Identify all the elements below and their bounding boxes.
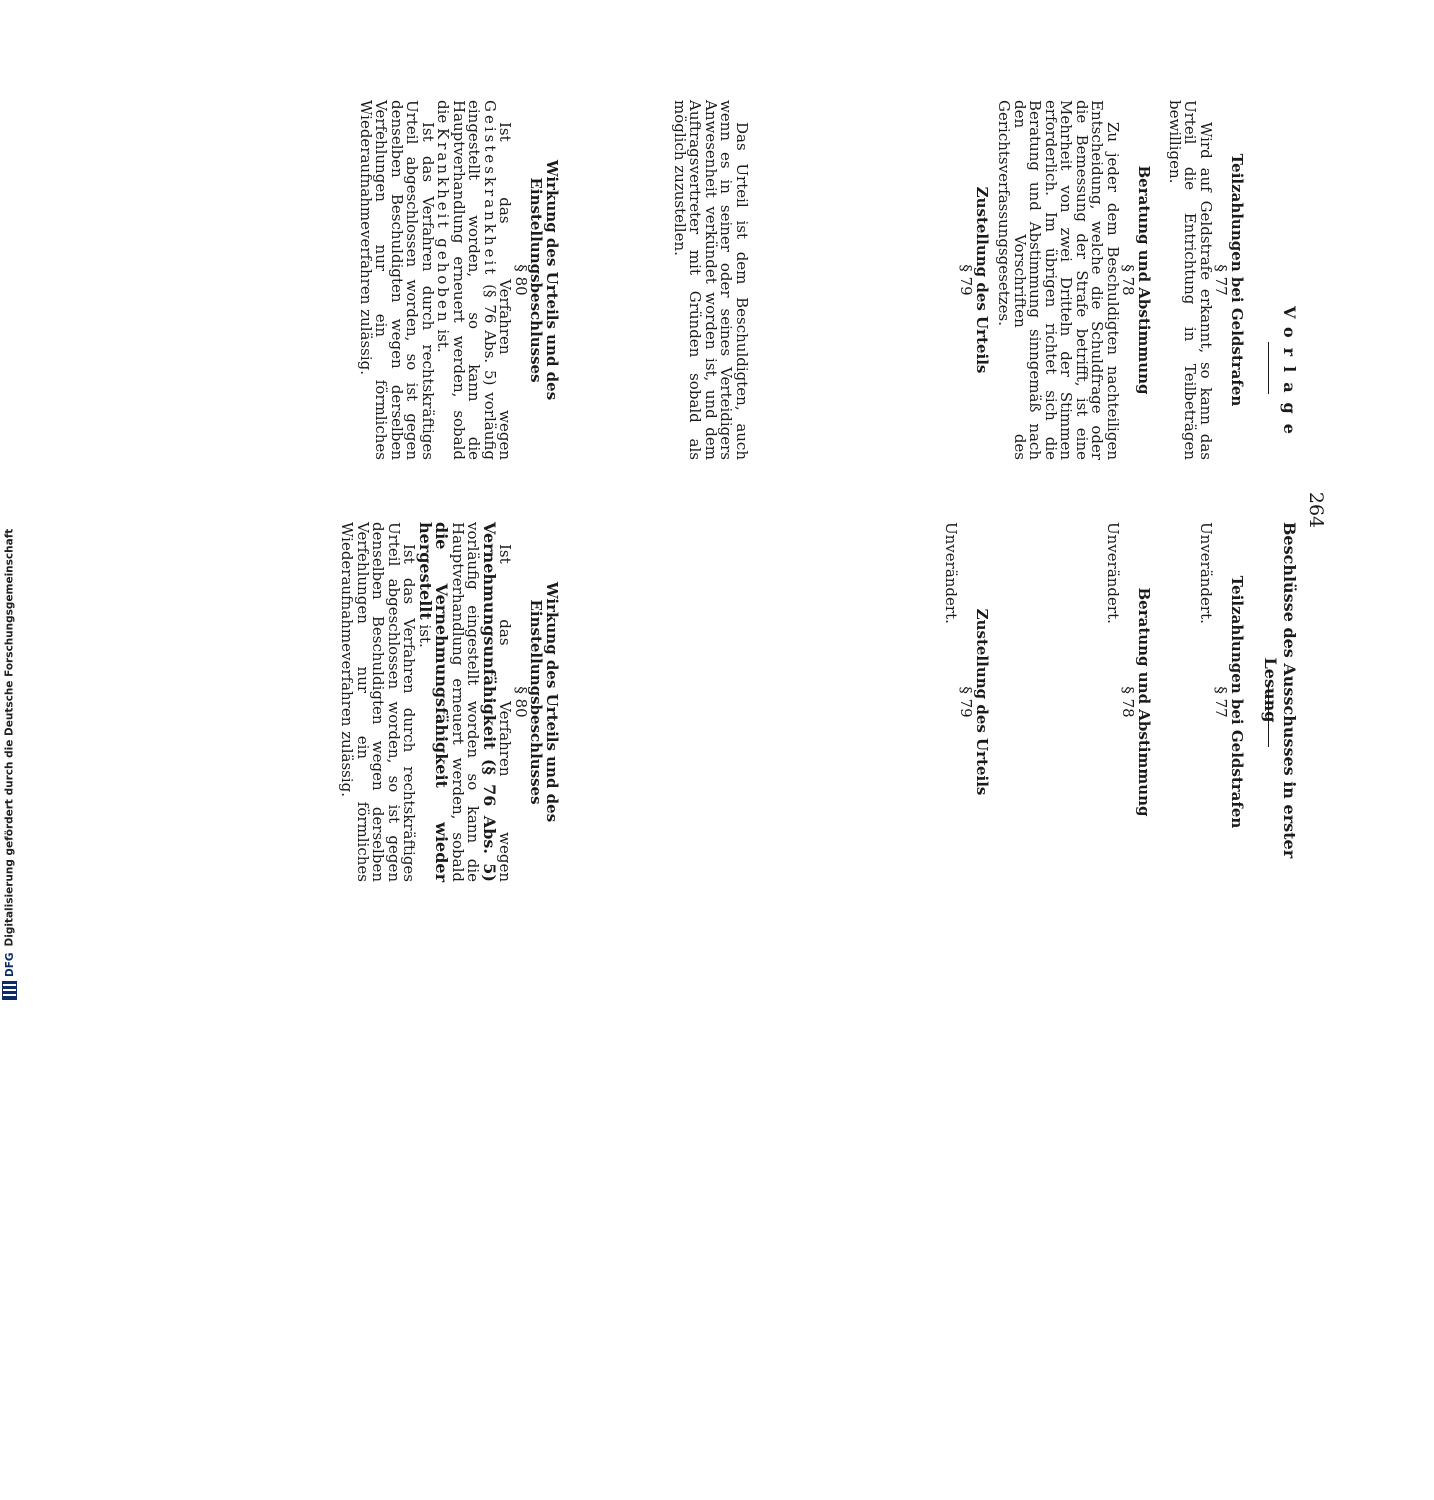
left-s80-p1-c: ist. (434, 324, 453, 353)
right-s77-text: Unverändert. (1197, 522, 1215, 624)
left-s80 (358, 100, 560, 460)
left-s77-text: Wird auf Geldstrafe erkannt, so kann das Urteil die Entrichtung in Teilbeträgen bewilligen. (1166, 100, 1215, 460)
right-s78-title: Beratung und Abstimmung (1135, 587, 1153, 817)
right-s79-text: Unverändert. (942, 522, 960, 624)
right-s77-title: Teilzahlungen bei Geldstrafen (1228, 575, 1246, 829)
dfg-logo-text: DFG (3, 952, 16, 977)
digitization-footer (2, 528, 16, 1500)
right-s80-p1-bold1: Vernehmungsunfähigkeit (§ 76 Abs. 5) (480, 522, 499, 882)
left-s80-p1-spaced2: Krankheit gehoben (434, 128, 453, 325)
left-s79 (958, 100, 989, 460)
footer-text-block (2, 100, 17, 1000)
left-s78 (996, 100, 1151, 460)
right-s77-num: § 77 (1212, 686, 1231, 718)
right-s78-text: Unverändert. (1104, 522, 1122, 624)
right-s80-num: § 80 (512, 686, 530, 718)
right-s78 (1105, 522, 1152, 882)
right-s79-num: § 79 (957, 686, 976, 718)
right-column-header: Beschlüsse des Ausschusses in erster Lesung (1261, 521, 1299, 859)
right-s80-p2: Ist das Verfahren durch rechtskräftiges Urteil abgeschlossen worden, so ist gegen denselben Beschuldigten wegen derselben Verfehlungen nur ein förmliches Wiederaufnahmeverfahren zulässig. (338, 522, 419, 882)
left-s77 (1167, 100, 1245, 460)
right-s79-title: Zustellung des Urteils (973, 608, 991, 796)
left-s77-title: Teilzahlungen bei Geldstrafen (1228, 153, 1246, 407)
left-s79-body (672, 100, 750, 460)
right-s80-p1-mid: vorläufig eingestellt worden (464, 522, 483, 758)
left-s80-p2: Ist das Verfahren durch rechtskräftiges Urteil abgeschlossen worden, so ist gegen denselben Beschuldigten wegen derselben Verfehlungen nur ein förmliches Wiederaufnahmeverfahren zulässig. (357, 100, 437, 460)
dfg-logo-icon (2, 981, 17, 1000)
left-s77-num: § 77 (1212, 264, 1231, 296)
left-s78-num: § 78 (1119, 264, 1138, 296)
left-s79-title: Zustellung des Urteils (973, 186, 991, 374)
right-s77 (1198, 522, 1245, 882)
digitization-note: Digitalisierung gefördert durch die Deutsche Forschungsgemeinschaft (3, 528, 16, 947)
left-s78-title: Beratung und Abstimmung (1135, 165, 1153, 395)
right-s80-title: Wirkung des Urteils und des Einstellungsbeschlusses (527, 581, 561, 823)
left-column-header: Vorlage (1280, 306, 1299, 444)
right-s80-p1-a: Ist das Verfahren wegen (496, 544, 515, 882)
right-header-rule (1268, 687, 1269, 747)
right-s80-p1 (417, 522, 513, 882)
page-number: 264 (1305, 491, 1327, 529)
right-s80 (339, 522, 559, 882)
right-s80-p1-b: so kann die Hauptverhandlung erneuert werden, sobald (449, 522, 483, 882)
left-s80-num: § 80 (512, 264, 530, 296)
left-s80-p1-b: (§ 76 Abs. 5) vorläufig eingestellt worden, so kann die Hauptverhandlung erneuert werden, sobald die (434, 100, 499, 460)
left-s79-text: Das Urteil ist dem Beschuldigten, auch wenn es in seiner oder seines Verteidigers Anwesenheit verkündet worden ist, und dem Auftragsvertreter mit Gründen sobald als möglich zuzustellen. (671, 100, 751, 460)
left-header-rule (1268, 342, 1269, 394)
right-s80-p1-c: ist. (416, 619, 434, 648)
left-s80-p1-spaced: Geisteskrankheit (481, 100, 499, 278)
left-s80-p1-a: Ist das Verfahren wegen (496, 122, 515, 460)
left-s78-text: Zu jeder dem Beschuldigten nachteiligen Entscheidung, welche die Schuldfrage oder die Bemessung der Strafe betrifft, ist eine Mehrheit von zwei Dritteln der Stimmen erforderlich. Im übrigen richtet sich die Beratung und Abstimmung sinngemäß nach den Vorschriften des Gerichtsverfassungsgesetzes. (995, 100, 1122, 460)
right-s79 (943, 522, 990, 882)
right-s78-num: § 78 (1119, 686, 1138, 718)
right-s80-p1-bold2: die Vernehmungsfähigkeit wieder hergestellt (416, 522, 452, 882)
left-s80-p1 (435, 100, 513, 460)
left-s79-num: § 79 (957, 264, 976, 296)
left-s80-title: Wirkung des Urteils und des Einstellungsbeschlusses (527, 159, 561, 401)
